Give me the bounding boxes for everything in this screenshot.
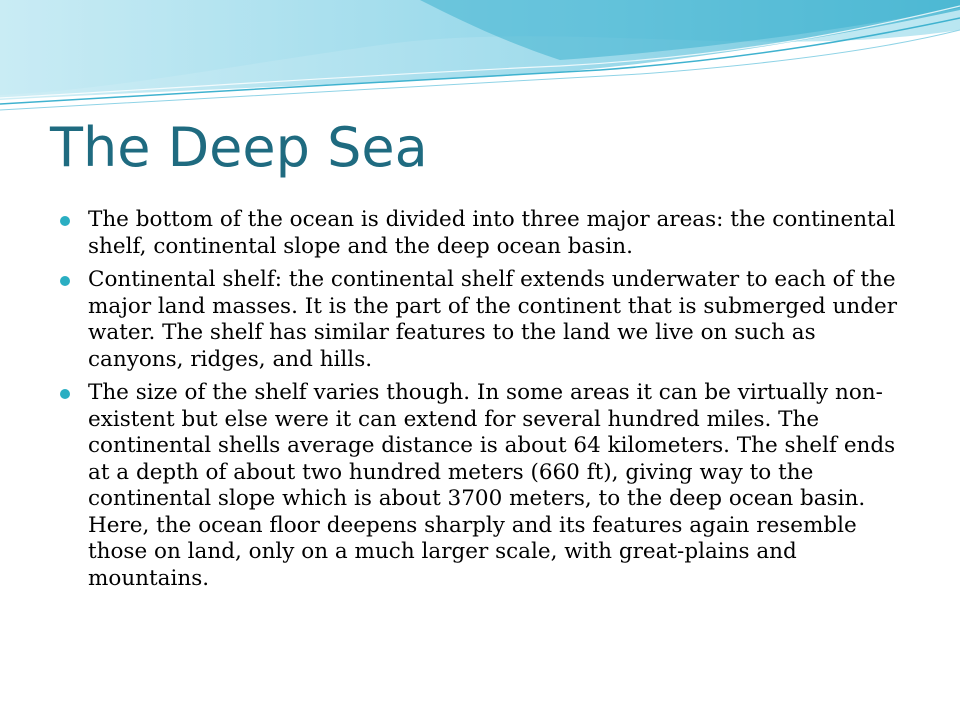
bullet-item	[60, 380, 910, 592]
bullet-item	[60, 267, 910, 373]
bullet-item	[60, 207, 910, 260]
bullet-dot-icon	[60, 389, 70, 399]
bullet-list	[60, 207, 910, 599]
bullet-text: The size of the shelf varies though. In some areas it can be virtually non-existent but else were it can extend for several hundred miles. The continental shells average distance is about 64 kilometers. The shelf ends at a depth of about two hundred meters (660 ft), giving way to the continental slope which is about 3700 meters, to the deep ocean basin. Here, the ocean floor deepens sharply and its features again resemble those on land, only on a much larger scale, with great-plains and mountains.	[88, 380, 896, 591]
bullet-text: Continental shelf: the continental shelf extends underwater to each of the major land masses. It is the part of the continent that is submerged under water. The shelf has similar features to the land we live on such as canyons, ridges, and hills.	[88, 267, 897, 372]
bullet-dot-icon	[60, 216, 70, 226]
bullet-text: The bottom of the ocean is divided into three major areas: the continental shelf, continental slope and the deep ocean basin.	[88, 207, 896, 259]
bullet-dot-icon	[60, 276, 70, 286]
wave-header-decoration	[0, 0, 960, 130]
slide-title: The Deep Sea	[50, 116, 428, 179]
